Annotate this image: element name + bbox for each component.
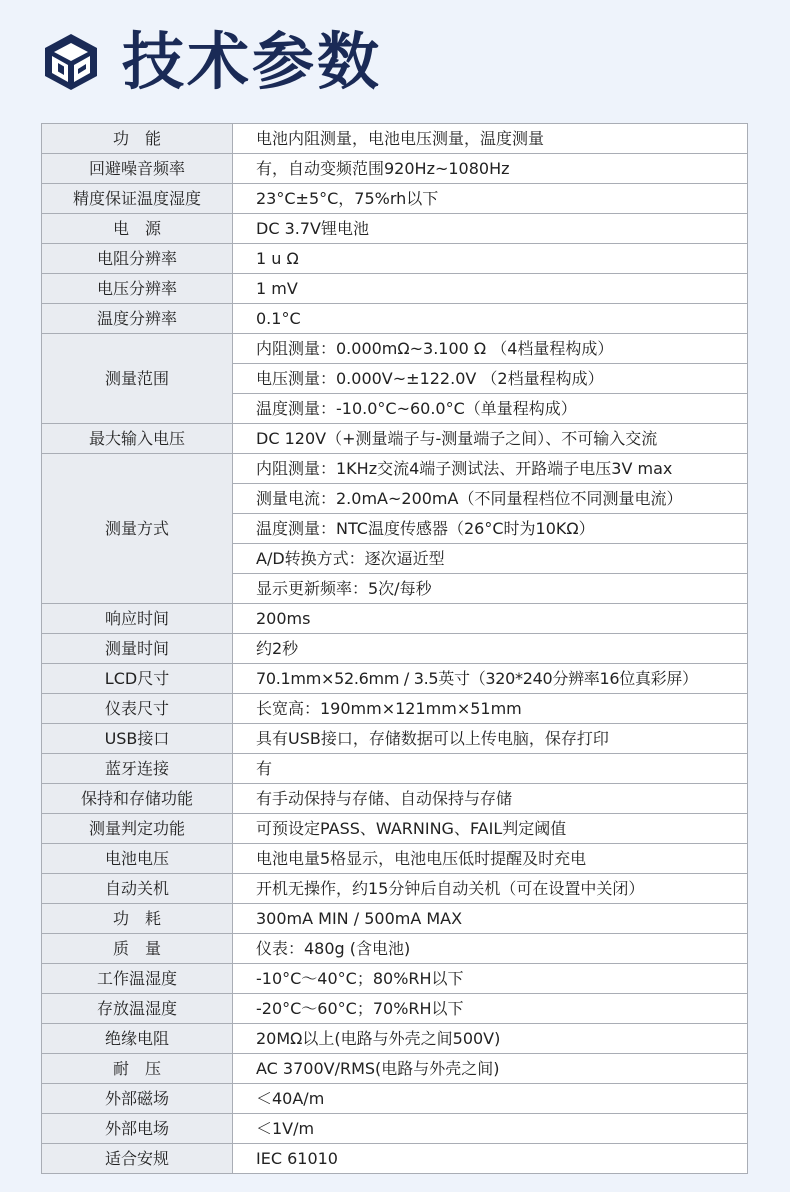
table-row: [42, 814, 748, 844]
spec-label: 质 量: [42, 934, 233, 964]
spec-value: 可预设定PASS、WARNING、FAIL判定阈值: [233, 814, 748, 844]
spec-value: 约2秒: [233, 634, 748, 664]
page-header: [40, 22, 382, 102]
spec-value: -10°C～40°C；80%RH以下: [233, 964, 748, 994]
spec-value: 1 mV: [233, 274, 748, 304]
spec-value: 0.1°C: [233, 304, 748, 334]
spec-value: 仪表：480g (含电池): [233, 934, 748, 964]
table-row: [42, 934, 748, 964]
table-row: [42, 274, 748, 304]
table-row: [42, 1054, 748, 1084]
spec-label: LCD尺寸: [42, 664, 233, 694]
table-row: [42, 694, 748, 724]
spec-value: IEC 61010: [233, 1144, 748, 1174]
spec-value: 有，自动变频范围920Hz~1080Hz: [233, 154, 748, 184]
table-row: [42, 1084, 748, 1114]
table-row: [42, 784, 748, 814]
spec-value: 长宽高：190mm×121mm×51mm: [233, 694, 748, 724]
spec-table: [41, 123, 748, 1174]
spec-value: 测量电流：2.0mA~200mA（不同量程档位不同测量电流）: [233, 484, 748, 514]
table-row: [42, 844, 748, 874]
spec-value: 显示更新频率：5次/每秒: [233, 574, 748, 604]
spec-label: 测量时间: [42, 634, 233, 664]
spec-value: 20MΩ以上(电路与外壳之间500V): [233, 1024, 748, 1054]
table-row: [42, 964, 748, 994]
table-row: [42, 304, 748, 334]
spec-value: 200ms: [233, 604, 748, 634]
spec-value: -20°C～60°C；70%RH以下: [233, 994, 748, 1024]
spec-label: 蓝牙连接: [42, 754, 233, 784]
spec-label: 电池电压: [42, 844, 233, 874]
spec-label: 绝缘电阻: [42, 1024, 233, 1054]
spec-value: 温度测量：-10.0°C~60.0°C（单量程构成）: [233, 394, 748, 424]
table-row: [42, 244, 748, 274]
spec-label: USB接口: [42, 724, 233, 754]
spec-value: ＜1V/m: [233, 1114, 748, 1144]
table-row: [42, 604, 748, 634]
spec-label: 温度分辨率: [42, 304, 233, 334]
spec-value: 开机无操作，约15分钟后自动关机（可在设置中关闭）: [233, 874, 748, 904]
spec-value: A/D转换方式：逐次逼近型: [233, 544, 748, 574]
spec-label: 工作温湿度: [42, 964, 233, 994]
table-row: [42, 754, 748, 784]
spec-value: 温度测量：NTC温度传感器（26°C时为10KΩ）: [233, 514, 748, 544]
table-row: [42, 1144, 748, 1174]
table-row: [42, 874, 748, 904]
spec-label: 响应时间: [42, 604, 233, 634]
spec-label: 自动关机: [42, 874, 233, 904]
spec-value: 有手动保持与存储、自动保持与存储: [233, 784, 748, 814]
table-row: [42, 994, 748, 1024]
spec-value: ＜40A/m: [233, 1084, 748, 1114]
table-row: [42, 664, 748, 694]
spec-value: 23°C±5°C，75%rh以下: [233, 184, 748, 214]
spec-label: 精度保证温度湿度: [42, 184, 233, 214]
spec-label: 外部磁场: [42, 1084, 233, 1114]
table-row: [42, 184, 748, 214]
table-row: [42, 334, 748, 364]
page-title: 技术参数: [122, 25, 383, 98]
spec-label: 最大输入电压: [42, 424, 233, 454]
spec-label: 保持和存储功能: [42, 784, 233, 814]
spec-value: 具有USB接口，存储数据可以上传电脑，保存打印: [233, 724, 748, 754]
table-row: [42, 154, 748, 184]
spec-label: 测量方式: [42, 454, 233, 604]
spec-value: 有: [233, 754, 748, 784]
table-row: [42, 1114, 748, 1144]
table-row: [42, 724, 748, 754]
spec-value: 电池电量5格显示，电池电压低时提醒及时充电: [233, 844, 748, 874]
spec-value: 1 u Ω: [233, 244, 748, 274]
spec-value: 电压测量：0.000V~±122.0V （2档量程构成）: [233, 364, 748, 394]
table-row: [42, 904, 748, 934]
spec-label: 功 耗: [42, 904, 233, 934]
spec-value: AC 3700V/RMS(电路与外壳之间): [233, 1054, 748, 1084]
table-row: [42, 634, 748, 664]
spec-label: 测量判定功能: [42, 814, 233, 844]
spec-value: 电池内阻测量，电池电压测量，温度测量: [233, 124, 748, 154]
spec-label: 外部电场: [42, 1114, 233, 1144]
spec-label: 回避噪音频率: [42, 154, 233, 184]
table-row: [42, 454, 748, 484]
spec-label: 功 能: [42, 124, 233, 154]
spec-value: DC 3.7V锂电池: [233, 214, 748, 244]
spec-label: 存放温湿度: [42, 994, 233, 1024]
table-row: [42, 424, 748, 454]
spec-label: 电 源: [42, 214, 233, 244]
spec-value: DC 120V（+测量端子与-测量端子之间）、不可输入交流: [233, 424, 748, 454]
table-row: [42, 124, 748, 154]
spec-label: 电压分辨率: [42, 274, 233, 304]
spec-label: 耐 压: [42, 1054, 233, 1084]
spec-value: 内阻测量：0.000mΩ~3.100 Ω （4档量程构成）: [233, 334, 748, 364]
spec-label: 电阻分辨率: [42, 244, 233, 274]
table-row: [42, 1024, 748, 1054]
table-row: [42, 214, 748, 244]
spec-label: 测量范围: [42, 334, 233, 424]
spec-label: 适合安规: [42, 1144, 233, 1174]
spec-label: 仪表尺寸: [42, 694, 233, 724]
spec-value: 内阻测量：1KHz交流4端子测试法、开路端子电压3V max: [233, 454, 748, 484]
spec-value: 300mA MIN / 500mA MAX: [233, 904, 748, 934]
cube-icon: [40, 31, 102, 93]
spec-value: 70.1mm×52.6mm / 3.5英寸（320*240分辨率16位真彩屏）: [233, 664, 748, 694]
